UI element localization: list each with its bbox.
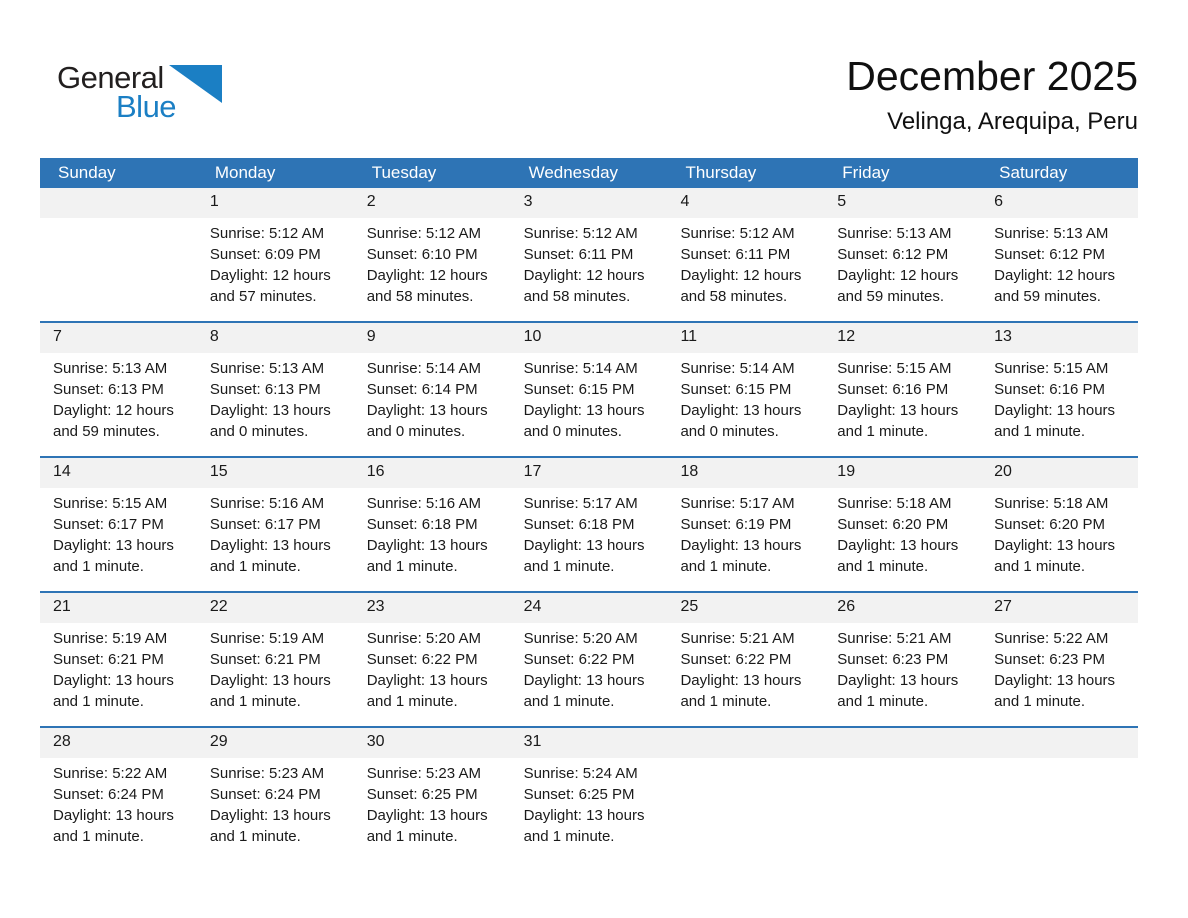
day-details	[981, 218, 1138, 307]
weekday-header-tuesday: Tuesday	[371, 163, 437, 182]
daylight-line1-text: Daylight: 13 hours	[837, 537, 959, 554]
logo-text-blue: Blue	[116, 89, 177, 124]
day-cell-18	[667, 458, 824, 591]
day-details	[197, 218, 354, 307]
day-cell-empty	[824, 728, 981, 861]
daylight-line1-text: Daylight: 13 hours	[53, 807, 174, 824]
sunrise-text: Sunrise: 5:13 AM	[53, 360, 168, 377]
day-number: 11	[667, 323, 824, 353]
sunset-text: Sunset: 6:15 PM	[523, 381, 635, 398]
day-details	[667, 623, 824, 712]
daylight-line1-text: Daylight: 13 hours	[366, 402, 488, 419]
day-details	[824, 218, 981, 307]
daylight-line1-text: Daylight: 13 hours	[209, 537, 331, 554]
day-number: 5	[824, 188, 981, 218]
sunset-text: Sunset: 6:24 PM	[209, 786, 321, 803]
daylight-line1-text: Daylight: 13 hours	[523, 672, 645, 689]
day-cell-10	[511, 323, 668, 456]
sunset-text: Sunset: 6:25 PM	[523, 786, 635, 803]
sunrise-text: Sunrise: 5:20 AM	[366, 630, 481, 647]
day-number: 31	[511, 728, 668, 758]
day-details	[40, 353, 197, 442]
day-cell-12	[824, 323, 981, 456]
day-cell-27	[981, 593, 1138, 726]
sunrise-text: Sunrise: 5:15 AM	[994, 360, 1109, 377]
day-number: 22	[197, 593, 354, 623]
day-number: 3	[511, 188, 668, 218]
daylight-line1-text: Daylight: 12 hours	[994, 267, 1116, 284]
day-details	[981, 623, 1138, 712]
daylight-line2-text: and 1 minute.	[53, 558, 144, 575]
daylight-line1-text: Daylight: 13 hours	[680, 672, 802, 689]
daylight-line2-text: and 1 minute.	[366, 558, 458, 575]
sunrise-text: Sunrise: 5:15 AM	[53, 495, 168, 512]
sunrise-text: Sunrise: 5:21 AM	[680, 630, 795, 647]
daylight-line2-text: and 1 minute.	[523, 693, 615, 710]
daylight-line1-text: Daylight: 13 hours	[366, 807, 488, 824]
daylight-line1-text: Daylight: 12 hours	[53, 402, 174, 419]
sunset-text: Sunset: 6:17 PM	[209, 516, 321, 533]
day-details	[667, 353, 824, 442]
day-number-empty	[667, 728, 824, 758]
daylight-line2-text: and 1 minute.	[994, 423, 1086, 440]
daylight-line1-text: Daylight: 13 hours	[53, 537, 174, 554]
day-number: 7	[40, 323, 197, 353]
sunrise-text: Sunrise: 5:16 AM	[366, 495, 481, 512]
weekday-header-saturday: Saturday	[999, 163, 1068, 182]
day-cell-9	[354, 323, 511, 456]
day-cell-14	[40, 458, 197, 591]
day-details	[354, 353, 511, 442]
sunset-text: Sunset: 6:23 PM	[837, 651, 949, 668]
location-subtitle: Velinga, Arequipa, Peru	[887, 108, 1138, 135]
daylight-line2-text: and 58 minutes.	[523, 288, 631, 305]
daylight-line1-text: Daylight: 13 hours	[680, 537, 802, 554]
daylight-line1-text: Daylight: 12 hours	[837, 267, 959, 284]
daylight-line2-text: and 1 minute.	[837, 558, 929, 575]
sunrise-text: Sunrise: 5:19 AM	[53, 630, 168, 647]
calendar-table	[40, 158, 1138, 861]
day-number: 17	[511, 458, 668, 488]
daylight-line1-text: Daylight: 13 hours	[523, 402, 645, 419]
day-cell-17	[511, 458, 668, 591]
day-cell-28	[40, 728, 197, 861]
day-number: 24	[511, 593, 668, 623]
daylight-line2-text: and 0 minutes.	[523, 423, 622, 440]
daylight-line1-text: Daylight: 13 hours	[994, 537, 1116, 554]
day-details	[197, 758, 354, 847]
day-cell-22	[197, 593, 354, 726]
day-cell-8	[197, 323, 354, 456]
day-cell-20	[981, 458, 1138, 591]
day-number-empty	[981, 728, 1138, 758]
daylight-line2-text: and 1 minute.	[366, 828, 458, 845]
sunset-text: Sunset: 6:21 PM	[53, 651, 164, 668]
sunset-text: Sunset: 6:20 PM	[837, 516, 949, 533]
daylight-line1-text: Daylight: 13 hours	[523, 807, 645, 824]
sunset-text: Sunset: 6:23 PM	[994, 651, 1106, 668]
day-details	[824, 488, 981, 577]
weekday-header-monday: Monday	[214, 163, 276, 182]
daylight-line2-text: and 59 minutes.	[53, 423, 160, 440]
logo-text-general: General	[57, 60, 164, 95]
title-block	[846, 53, 1138, 136]
sunrise-text: Sunrise: 5:19 AM	[209, 630, 325, 647]
sunrise-text: Sunrise: 5:20 AM	[523, 630, 638, 647]
day-number: 19	[824, 458, 981, 488]
daylight-line2-text: and 1 minute.	[680, 558, 772, 575]
daylight-line2-text: and 1 minute.	[523, 558, 615, 575]
day-cell-3	[511, 188, 668, 321]
week-row-4	[40, 593, 1138, 728]
day-number: 13	[981, 323, 1138, 353]
day-number: 28	[40, 728, 197, 758]
week-row-2	[40, 323, 1138, 458]
sunset-text: Sunset: 6:13 PM	[209, 381, 321, 398]
daylight-line2-text: and 59 minutes.	[994, 288, 1101, 305]
day-details	[824, 353, 981, 442]
sunrise-text: Sunrise: 5:12 AM	[680, 225, 795, 242]
sunrise-text: Sunrise: 5:12 AM	[366, 225, 481, 242]
day-number: 10	[511, 323, 668, 353]
sunset-text: Sunset: 6:15 PM	[680, 381, 792, 398]
day-number-empty	[824, 728, 981, 758]
day-number: 4	[667, 188, 824, 218]
daylight-line2-text: and 58 minutes.	[680, 288, 788, 305]
day-cell-23	[354, 593, 511, 726]
day-details	[824, 623, 981, 712]
daylight-line2-text: and 0 minutes.	[680, 423, 779, 440]
sunset-text: Sunset: 6:12 PM	[837, 246, 949, 263]
daylight-line2-text: and 1 minute.	[53, 693, 144, 710]
daylight-line1-text: Daylight: 12 hours	[680, 267, 802, 284]
day-details	[197, 488, 354, 577]
day-cell-15	[197, 458, 354, 591]
daylight-line2-text: and 59 minutes.	[837, 288, 945, 305]
daylight-line1-text: Daylight: 12 hours	[209, 267, 331, 284]
sunset-text: Sunset: 6:20 PM	[994, 516, 1106, 533]
general-blue-logo	[57, 60, 297, 132]
daylight-line1-text: Daylight: 13 hours	[994, 672, 1116, 689]
sunset-text: Sunset: 6:09 PM	[209, 246, 321, 263]
logo-triangle-icon	[169, 65, 222, 103]
day-number: 23	[354, 593, 511, 623]
sunrise-text: Sunrise: 5:14 AM	[366, 360, 481, 377]
day-details	[981, 488, 1138, 577]
day-number: 6	[981, 188, 1138, 218]
daylight-line2-text: and 1 minute.	[53, 828, 144, 845]
sunrise-text: Sunrise: 5:23 AM	[366, 765, 481, 782]
day-details	[354, 758, 511, 847]
day-details	[354, 218, 511, 307]
day-cell-5	[824, 188, 981, 321]
sunset-text: Sunset: 6:25 PM	[366, 786, 478, 803]
sunset-text: Sunset: 6:22 PM	[523, 651, 635, 668]
sunset-text: Sunset: 6:22 PM	[680, 651, 792, 668]
sunset-text: Sunset: 6:14 PM	[366, 381, 478, 398]
day-details	[354, 488, 511, 577]
day-number: 26	[824, 593, 981, 623]
day-cell-11	[667, 323, 824, 456]
day-number: 8	[197, 323, 354, 353]
day-cell-6	[981, 188, 1138, 321]
sunset-text: Sunset: 6:18 PM	[523, 516, 635, 533]
sunset-text: Sunset: 6:11 PM	[523, 246, 634, 263]
daylight-line2-text: and 1 minute.	[680, 693, 772, 710]
day-cell-25	[667, 593, 824, 726]
day-number: 1	[197, 188, 354, 218]
daylight-line2-text: and 1 minute.	[837, 693, 929, 710]
sunrise-text: Sunrise: 5:17 AM	[523, 495, 638, 512]
day-details	[197, 353, 354, 442]
week-row-1	[40, 188, 1138, 323]
sunrise-text: Sunrise: 5:12 AM	[523, 225, 638, 242]
daylight-line1-text: Daylight: 13 hours	[53, 672, 174, 689]
sunrise-text: Sunrise: 5:14 AM	[523, 360, 638, 377]
day-details	[40, 488, 197, 577]
daylight-line2-text: and 1 minute.	[994, 558, 1086, 575]
day-cell-empty	[40, 188, 197, 321]
day-number: 25	[667, 593, 824, 623]
sunrise-text: Sunrise: 5:12 AM	[209, 225, 325, 242]
sunrise-text: Sunrise: 5:13 AM	[994, 225, 1109, 242]
day-cell-19	[824, 458, 981, 591]
day-cell-16	[354, 458, 511, 591]
day-details	[981, 353, 1138, 442]
day-cell-7	[40, 323, 197, 456]
day-number: 20	[981, 458, 1138, 488]
daylight-line2-text: and 57 minutes.	[209, 288, 317, 305]
daylight-line1-text: Daylight: 13 hours	[680, 402, 802, 419]
day-number: 12	[824, 323, 981, 353]
sunrise-text: Sunrise: 5:18 AM	[994, 495, 1109, 512]
day-details	[197, 623, 354, 712]
daylight-line1-text: Daylight: 13 hours	[523, 537, 645, 554]
day-cell-13	[981, 323, 1138, 456]
sunset-text: Sunset: 6:22 PM	[366, 651, 478, 668]
sunset-text: Sunset: 6:11 PM	[680, 246, 791, 263]
day-number: 27	[981, 593, 1138, 623]
daylight-line1-text: Daylight: 13 hours	[837, 672, 959, 689]
daylight-line2-text: and 1 minute.	[209, 693, 301, 710]
sunset-text: Sunset: 6:13 PM	[53, 381, 164, 398]
sunset-text: Sunset: 6:21 PM	[209, 651, 321, 668]
sunrise-text: Sunrise: 5:14 AM	[680, 360, 795, 377]
weekday-header-row	[40, 158, 1138, 188]
daylight-line2-text: and 1 minute.	[209, 558, 301, 575]
day-cell-30	[354, 728, 511, 861]
sunrise-text: Sunrise: 5:22 AM	[53, 765, 168, 782]
sunset-text: Sunset: 6:24 PM	[53, 786, 164, 803]
calendar-weeks	[40, 188, 1138, 861]
day-details	[511, 758, 668, 847]
week-row-3	[40, 458, 1138, 593]
sunset-text: Sunset: 6:12 PM	[994, 246, 1106, 263]
sunrise-text: Sunrise: 5:18 AM	[837, 495, 952, 512]
daylight-line1-text: Daylight: 12 hours	[523, 267, 645, 284]
day-details	[667, 488, 824, 577]
sunset-text: Sunset: 6:16 PM	[837, 381, 949, 398]
day-cell-2	[354, 188, 511, 321]
sunset-text: Sunset: 6:17 PM	[53, 516, 164, 533]
page-title: December 2025	[846, 53, 1138, 99]
daylight-line1-text: Daylight: 13 hours	[366, 672, 488, 689]
week-row-5	[40, 728, 1138, 861]
sunrise-text: Sunrise: 5:15 AM	[837, 360, 952, 377]
sunrise-text: Sunrise: 5:24 AM	[523, 765, 638, 782]
day-number: 30	[354, 728, 511, 758]
daylight-line2-text: and 1 minute.	[366, 693, 458, 710]
day-cell-4	[667, 188, 824, 321]
day-number: 16	[354, 458, 511, 488]
daylight-line2-text: and 1 minute.	[994, 693, 1086, 710]
day-number: 29	[197, 728, 354, 758]
weekday-header-wednesday: Wednesday	[528, 163, 619, 182]
day-details	[511, 623, 668, 712]
sunrise-text: Sunrise: 5:17 AM	[680, 495, 795, 512]
daylight-line2-text: and 0 minutes.	[366, 423, 466, 440]
day-details	[667, 218, 824, 307]
day-details	[40, 623, 197, 712]
daylight-line1-text: Daylight: 13 hours	[837, 402, 959, 419]
day-cell-1	[197, 188, 354, 321]
daylight-line2-text: and 58 minutes.	[366, 288, 474, 305]
sunrise-text: Sunrise: 5:13 AM	[209, 360, 325, 377]
day-details	[40, 758, 197, 847]
daylight-line1-text: Daylight: 13 hours	[994, 402, 1116, 419]
sunset-text: Sunset: 6:19 PM	[680, 516, 792, 533]
weekday-header-sunday: Sunday	[58, 163, 116, 182]
day-details	[511, 218, 668, 307]
sunset-text: Sunset: 6:16 PM	[994, 381, 1106, 398]
day-cell-empty	[981, 728, 1138, 861]
daylight-line2-text: and 1 minute.	[523, 828, 615, 845]
sunrise-text: Sunrise: 5:21 AM	[837, 630, 952, 647]
sunset-text: Sunset: 6:18 PM	[366, 516, 478, 533]
day-number: 15	[197, 458, 354, 488]
daylight-line1-text: Daylight: 13 hours	[366, 537, 488, 554]
daylight-line2-text: and 0 minutes.	[209, 423, 309, 440]
day-number-empty	[40, 188, 197, 218]
day-details	[511, 488, 668, 577]
sunrise-text: Sunrise: 5:23 AM	[209, 765, 325, 782]
day-cell-31	[511, 728, 668, 861]
sunrise-text: Sunrise: 5:22 AM	[994, 630, 1109, 647]
day-cell-26	[824, 593, 981, 726]
sunset-text: Sunset: 6:10 PM	[366, 246, 478, 263]
day-number: 2	[354, 188, 511, 218]
daylight-line2-text: and 1 minute.	[209, 828, 301, 845]
daylight-line1-text: Daylight: 12 hours	[366, 267, 488, 284]
daylight-line1-text: Daylight: 13 hours	[209, 807, 331, 824]
day-number: 21	[40, 593, 197, 623]
sunrise-text: Sunrise: 5:16 AM	[209, 495, 325, 512]
day-cell-empty	[667, 728, 824, 861]
day-number: 9	[354, 323, 511, 353]
day-details	[511, 353, 668, 442]
day-cell-29	[197, 728, 354, 861]
sunrise-text: Sunrise: 5:13 AM	[837, 225, 952, 242]
day-details	[354, 623, 511, 712]
daylight-line1-text: Daylight: 13 hours	[209, 402, 331, 419]
weekday-header-friday: Friday	[842, 163, 890, 182]
day-cell-21	[40, 593, 197, 726]
day-number: 18	[667, 458, 824, 488]
daylight-line1-text: Daylight: 13 hours	[209, 672, 331, 689]
weekday-header-thursday: Thursday	[685, 163, 757, 182]
day-cell-24	[511, 593, 668, 726]
daylight-line2-text: and 1 minute.	[837, 423, 929, 440]
day-number: 14	[40, 458, 197, 488]
